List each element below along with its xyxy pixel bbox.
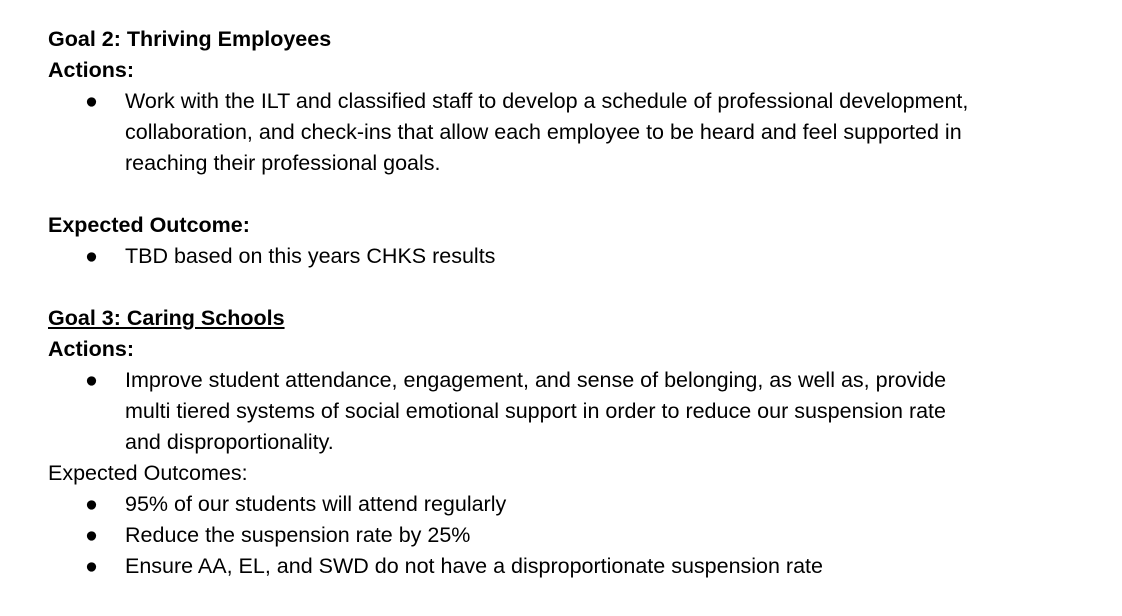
list-item [48,520,1108,551]
list-item [48,365,1108,458]
list-item-text: Work with the ILT and classified staff to develop a schedule of professional development, collaboration, and check-ins that allow each employee to be heard and feel supported in reaching their professional goals. [125,89,969,175]
goal-2-outcomes-list [48,241,1108,272]
list-item [48,551,1108,582]
bullet-icon: ● [85,89,98,113]
list-item-text: Ensure AA, EL, and SWD do not have a disproportionate suspension rate [125,554,823,578]
goal-3-title-row [48,303,1108,334]
list-item-text: Improve student attendance, engagement, and sense of belonging, as well as, provide multi tiered systems of social emotional support in order to reduce our suspension rate and disproportionality. [125,368,947,454]
list-item [48,241,1108,272]
bullet-icon: ● [85,523,98,547]
goal-3-actions-list [48,365,1108,458]
paragraph-spacer [48,179,1108,210]
document-body [48,24,1108,582]
list-item-text: Reduce the suspension rate by 25% [125,523,471,547]
goal-2-title: Goal 2: Thriving Employees [48,27,332,51]
goal-3-actions-label: Actions: [48,337,134,361]
goal-2-outcome-label: Expected Outcome: [48,213,250,237]
goal-2-actions-label: Actions: [48,58,134,82]
goal-3-outcome-label: Expected Outcomes: [48,461,248,485]
list-item [48,86,1108,179]
bullet-icon: ● [85,368,98,392]
list-item-text: TBD based on this years CHKS results [125,244,496,268]
goal-3-outcomes-list [48,489,1108,582]
bullet-icon: ● [85,492,98,516]
bullet-icon: ● [85,554,98,578]
list-item [48,489,1108,520]
goal-3-title: Goal 3: Caring Schools [48,306,285,330]
goal-2-actions-list [48,86,1108,179]
paragraph-spacer [48,272,1108,303]
bullet-icon: ● [85,244,98,268]
list-item-text: 95% of our students will attend regularly [125,492,507,516]
